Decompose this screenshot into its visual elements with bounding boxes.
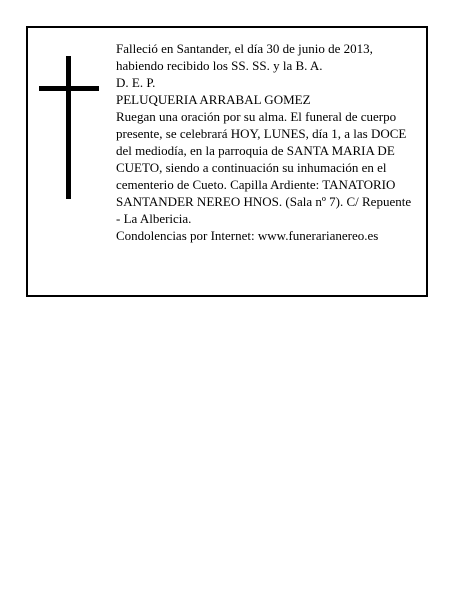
cross-vertical-bar (66, 56, 71, 199)
cross-horizontal-bar (39, 86, 99, 91)
condolences-line: Condolencias por Internet: www.funerarianereo.es (116, 228, 379, 243)
notice-text (116, 40, 416, 244)
death-announcement: Falleció en Santander, el día 30 de junio de 2013, habiendo recibido los SS. SS. y la B. A. (116, 41, 373, 73)
obituary-notice (26, 26, 428, 297)
deceased-name: PELUQUERIA ARRABAL GOMEZ (116, 92, 311, 107)
funeral-details: Ruegan una oración por su alma. El funeral de cuerpo presente, se celebrará HOY, LUNES, día 1, a las DOCE del mediodía, en la parroquia de SANTA MARIA DE CUETO, siendo a continuación su inhumación en el cementerio de Cueto. Capilla Ardiente: TANATORIO SANTANDER NEREO HNOS. (Sala nº 7). C/ Repuente - La Albericia. (116, 109, 412, 226)
dep-line: D. E. P. (116, 75, 156, 90)
